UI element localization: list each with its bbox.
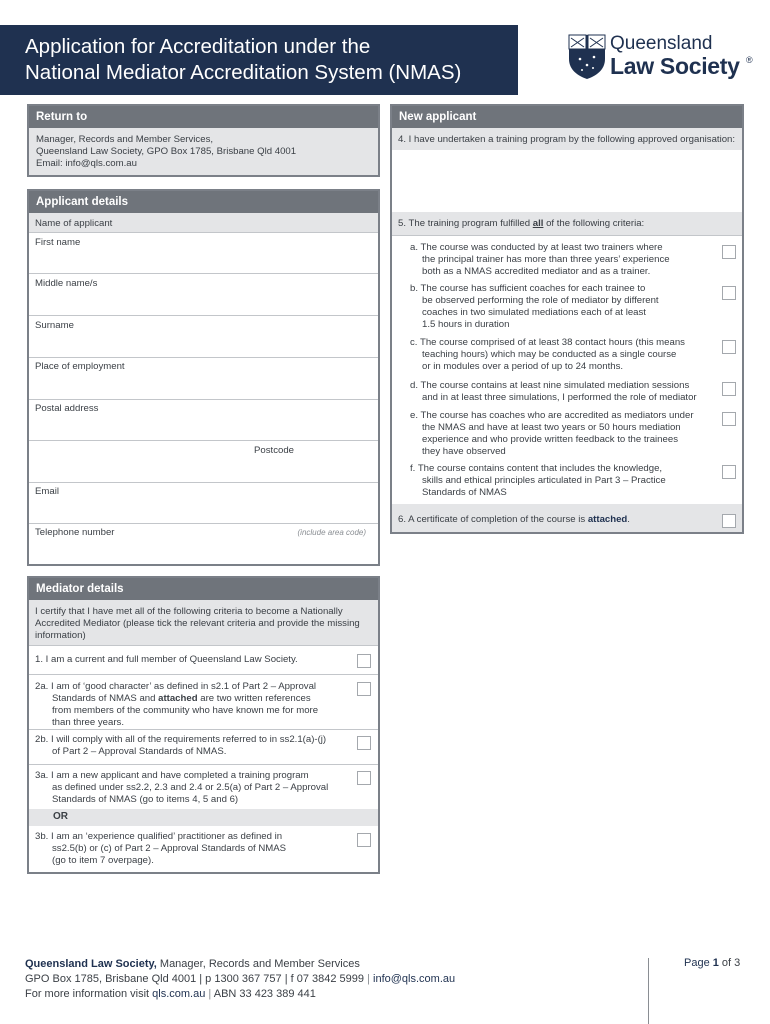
item-3a-line: 3a. I am a new applicant and have completed a training program [35, 770, 309, 781]
title-banner [0, 25, 518, 95]
criteria-5b-line: coaches in two simulated mediations each of at least [422, 307, 646, 318]
criteria-5f [410, 463, 725, 499]
checkbox-5f[interactable] [722, 465, 736, 479]
new-applicant-panel [390, 104, 744, 534]
item-2a-line: from members of the community who have known me for more [52, 705, 319, 716]
item-4-label: 4. I have undertaken a training program by the following approved organisation: [398, 134, 736, 145]
mediator-intro [35, 606, 375, 642]
item-3b-line: 3b. I am an ‘experience qualified’ practitioner as defined in [35, 831, 283, 842]
criteria-5b-line: b. The course has sufficient coaches for each trainee to [410, 283, 646, 294]
email-label: Email [35, 486, 59, 497]
postcode-field[interactable] [29, 441, 378, 482]
checkbox-5b[interactable] [722, 286, 736, 300]
checkbox-item-2b[interactable] [357, 736, 371, 750]
item-2a-text: are two written references [197, 693, 311, 704]
checkbox-item-6[interactable] [722, 514, 736, 528]
return-address-line: Queensland Law Society, GPO Box 1785, Brisbane Qld 4001 [36, 146, 297, 157]
middle-name-label: Middle name/s [35, 278, 98, 289]
logo-text-law-society: Law Society [610, 53, 740, 79]
criteria-5a-line: a. The course was conducted by at least two trainers where [410, 242, 663, 253]
item-2a-attached: attached [158, 693, 198, 704]
criteria-5d-line: and in at least three simulations, I performed the role of mediator [422, 392, 697, 403]
page-number: 1 [712, 957, 719, 969]
first-name-field[interactable] [29, 233, 378, 273]
criteria-5b-line: 1.5 hours in duration [422, 319, 510, 330]
first-name-label: First name [35, 237, 81, 248]
footer-email-link[interactable]: info@qls.com.au [373, 973, 456, 985]
postcode-label: Postcode [254, 445, 295, 456]
item-2a-line: than three years. [52, 717, 124, 728]
item-6-text: . [627, 514, 630, 525]
footer-line-2: GPO Box 1785, Brisbane Qld 4001 | p 1300 367 757 | f 07 3842 5999 | info@qls.com.au [25, 973, 456, 985]
checkbox-item-3a[interactable] [357, 771, 371, 785]
email-field[interactable] [29, 483, 378, 523]
new-applicant-heading: New applicant [392, 106, 742, 128]
or-label: OR [53, 811, 68, 822]
criteria-5a-line: the principal trainer has more than three years’ experience [422, 254, 670, 265]
item-2a-text: Standards of NMAS and [52, 693, 159, 704]
place-of-employment-field[interactable] [29, 358, 378, 399]
intro-line: Accredited Mediator (please tick the relevant criteria and provide the missing [35, 618, 360, 629]
checkbox-item-3b[interactable] [357, 833, 371, 847]
criteria-5f-line: skills and ethical principles articulated in Part 3 – Practice [422, 475, 666, 486]
checkbox-5a[interactable] [722, 245, 736, 259]
middle-name-field[interactable] [29, 274, 378, 315]
intro-line: information) [35, 630, 86, 641]
item-2a-line: 2a. I am of ‘good character’ as defined in s2.1 of Part 2 – Approval [35, 681, 317, 692]
checkbox-item-1[interactable] [357, 654, 371, 668]
criteria-item-1: 1. I am a current and full member of Queensland Law Society. [35, 654, 298, 665]
item-2a-line [35, 693, 345, 705]
criteria-5c-line: teaching hours) which may be conducted as a single course [422, 349, 677, 360]
mediator-details-heading: Mediator details [29, 578, 378, 600]
logo-text-queensland: Queensland [610, 33, 713, 54]
item-3b-line: (go to item 7 overpage). [52, 855, 154, 866]
area-code-hint: (include area code) [297, 528, 366, 537]
footer-visit-text: For more information visit [25, 988, 153, 1000]
criteria-5d-line: d. The course contains at least nine simulated mediation sessions [410, 380, 690, 391]
return-address-line: Manager, Records and Member Services, [36, 134, 214, 145]
checkbox-item-2a[interactable] [357, 682, 371, 696]
item-5-all: all [532, 218, 544, 229]
criteria-5e-line: the NMAS and have at least two years or 50 hours mediation [422, 422, 681, 433]
criteria-5c-line: c. The course comprised of at least 38 contact hours (this means [410, 337, 685, 348]
footer-org: Queensland Law Society, [25, 958, 157, 970]
footer-line-3: For more information visit qls.com.au | ABN 33 423 389 441 [25, 988, 316, 1000]
item-6-text: 6. A certificate of completion of the course is [398, 514, 588, 525]
criteria-5e [410, 410, 725, 458]
footer-line-1 [25, 957, 360, 972]
surname-field[interactable] [29, 316, 378, 357]
criteria-5b-line: be observed performing the role of mediator by different [422, 295, 659, 306]
criteria-5c-line: or in modules over a period of up to 24 months. [422, 361, 624, 372]
item-3a-line: Standards of NMAS (go to items 4, 5 and 6) [52, 794, 239, 805]
criteria-5e-line: e. The course has coaches who are accredited as mediators under [410, 410, 694, 421]
criteria-5a [410, 242, 710, 278]
surname-label: Surname [35, 320, 74, 331]
item-5-label [398, 218, 644, 230]
footer-divider [648, 958, 649, 1024]
item-3b-line: ss2.5(b) or (c) of Part 2 – Approval Standards of NMAS [52, 843, 287, 854]
return-to-heading: Return to [29, 106, 378, 128]
criteria-5e-line: experience and who provide written feedback to the trainees [422, 434, 678, 445]
telephone-label: Telephone number [35, 527, 115, 538]
qls-logo [568, 33, 758, 83]
item-2b-line: 2b. I will comply with all of the requirements referred to in ss2.1(a)-(j) [35, 734, 327, 745]
item-5-text: of the following criteria: [543, 218, 645, 229]
page-label: Page [684, 957, 713, 969]
criteria-item-2b [35, 734, 345, 758]
applicant-details-heading: Applicant details [29, 191, 378, 213]
item-3a-line: as defined under ss2.2, 2.3 and 2.4 or 2.5(a) of Part 2 – Approval [52, 782, 329, 793]
intro-line: I certify that I have met all of the following criteria to become a Nationally [35, 606, 343, 617]
item-2b-line: of Part 2 – Approval Standards of NMAS. [52, 746, 227, 757]
criteria-5d [410, 380, 725, 404]
applicant-details-panel [27, 189, 380, 566]
checkbox-5e[interactable] [722, 412, 736, 426]
registered-mark: ® [746, 55, 753, 65]
page-total: of 3 [718, 957, 741, 969]
page-title-line-1: Application for Accreditation under the [25, 35, 371, 58]
footer-site-link[interactable]: qls.com.au [152, 988, 206, 1000]
return-to-panel [27, 104, 380, 177]
postal-address-label: Postal address [35, 403, 99, 414]
criteria-item-2a [35, 681, 345, 729]
postal-address-field[interactable] [29, 400, 378, 440]
footer-org-dept: Manager, Records and Member Services [156, 958, 360, 970]
item-6-label [398, 514, 630, 526]
criteria-item-3b [35, 831, 350, 867]
mediator-details-panel [27, 576, 380, 874]
page-indicator [684, 957, 740, 969]
item-5-text: 5. The training program fulfilled [398, 218, 533, 229]
criteria-5e-line: they have observed [422, 446, 506, 457]
telephone-field[interactable] [29, 524, 378, 564]
criteria-5c [410, 337, 725, 373]
checkbox-5c[interactable] [722, 340, 736, 354]
criteria-5b [410, 283, 710, 331]
item-6-attached: attached [587, 514, 628, 525]
footer-contact: GPO Box 1785, Brisbane Qld 4001 | p 1300 367 757 | f 07 3842 5999 [25, 973, 365, 985]
criteria-item-3a [35, 770, 350, 806]
criteria-5a-line: both as a NMAS accredited mediator and as a trainer. [422, 266, 651, 277]
approved-organisation-field[interactable] [392, 151, 742, 212]
shield-crest-icon [568, 33, 606, 79]
name-of-applicant-label: Name of applicant [35, 218, 113, 229]
page-title-line-2: National Mediator Accreditation System (NMAS) [25, 61, 462, 84]
footer-abn: ABN 33 423 389 441 [213, 988, 316, 1000]
checkbox-5d[interactable] [722, 382, 736, 396]
criteria-5f-line: f. The course contains content that includes the knowledge, [410, 463, 663, 474]
place-of-employment-label: Place of employment [35, 361, 125, 372]
return-address-line: Email: info@qls.com.au [36, 158, 137, 169]
criteria-5f-line: Standards of NMAS [422, 487, 507, 498]
return-address [36, 134, 296, 170]
